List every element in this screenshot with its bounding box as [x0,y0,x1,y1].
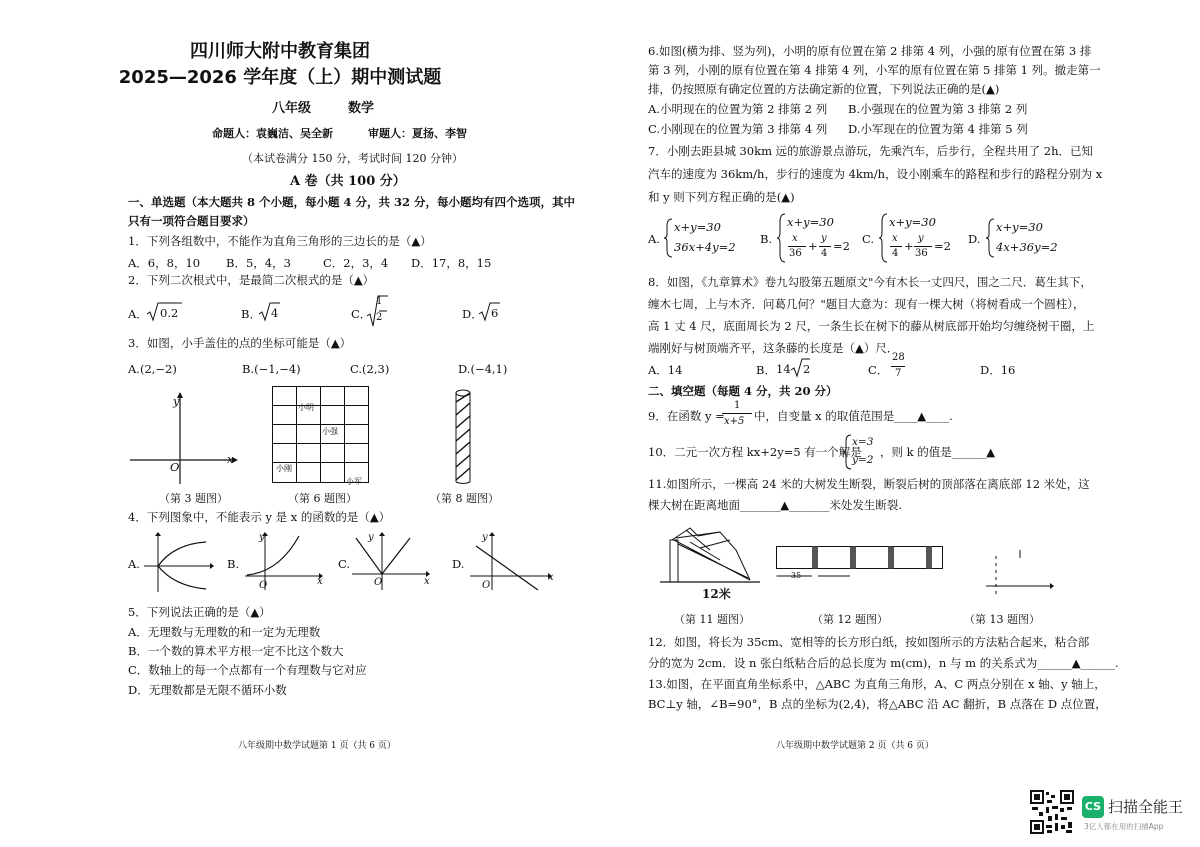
q6-option-c: C.小刚现在的位置为第 3 排第 4 列 [648,122,828,136]
q7-b-frac2-den: 4 [821,248,828,259]
q4-c-origin: O [374,577,383,588]
q6-option-a: A.小明现在的位置为第 2 排第 2 列 [648,102,828,116]
q7-a-eq1: x+y=30 [674,220,721,234]
q4-d-y-label: y [482,532,488,543]
fig8-caption: （第 8 题图） [430,492,499,505]
fig12-glued-strips [776,544,944,584]
fig3-x-label: x [227,452,234,466]
q7-option-a-label: A. [648,232,660,246]
q8-option-c-num: 28 [892,352,905,363]
fig6-xiaogang: 小刚 [276,464,292,473]
q4-d-origin: O [482,580,491,591]
q7-c-plus: + [904,239,914,253]
q4-c-x-label: x [424,576,430,587]
q9-frac-num: 1 [734,400,741,411]
q7-b-frac2-num: y [821,233,827,244]
scanner-watermark [1030,790,1190,840]
q7-c-frac2-den: 36 [915,248,928,259]
scanner-app-name: 扫描全能王 [1108,798,1184,816]
q5-option-b: B．一个数的算术平方根一定不比这个数大 [128,644,344,658]
q1-stem: 1．下列各组数中，不能作为直角三角形的三边长的是（▲） [128,234,432,248]
q4-option-b-label: B. [227,557,240,571]
subject-label: 数学 [348,101,375,116]
q12-line1: 12．如图，将长为 35cm、宽相等的长方形白纸，按如图所示的方法粘合起来，粘合部 [648,635,1090,649]
fig6-caption: （第 6 题图） [288,492,357,505]
q2-radical-d-sign [478,301,502,323]
reviewers: 审题人：夏扬、李智 [368,127,467,140]
q7-b-frac1-num: x [792,233,798,244]
q4-b-origin: O [259,580,268,591]
q7-c-eq2: =2 [934,239,951,253]
q7-b-brace [777,213,787,263]
q5-option-c: C．数轴上的每一个点都有一个有理数与它对应 [128,663,367,677]
q8-line2: 缠木七周，上与木齐．问葛几何？"题目大意为：现有一棵大树（将树看成一个圆柱）， [648,297,1085,311]
fig3-caption: （第 3 题图） [159,492,228,505]
q5-option-d: D．无理数都是无限不循环小数 [128,683,287,697]
q1-option-d: D．17，8，15 [411,256,492,270]
fig13-coordinate-axes [976,548,1056,594]
q8-line3: 高 1 丈 4 尺，底面周长为 2 尺，一条生长在树下的藤从树底部开始均匀缠绕树干圈，上 [648,319,1095,333]
q4-graph-a [144,532,214,592]
q7-option-c-label: C. [862,232,875,246]
q7-b-eq2: =2 [833,239,850,253]
q2-option-a-label: A． [128,307,148,321]
page1-footer: 八年级期中数学试题第 1 页（共 6 页） [238,741,396,751]
q7-d-eq2: 4x+36y=2 [996,240,1058,254]
q9-frac-den: x+5 [724,416,745,427]
q8-line4: 端刚好与树顶端齐平，这条藤的长度是（▲）尺． [648,341,899,355]
q5-option-a: A．无理数与无理数的和一定为无理数 [128,625,321,639]
fig11-broken-tree [660,520,760,586]
q6-line1: 6.如图(横为排、竖为列)，小明的原有位置在第 2 排第 4 列，小强的原有位置在第 3 排 [648,44,1092,58]
q4-option-c-label: C. [338,557,351,571]
q13-line2: BC⊥y 轴，∠B=90°，B 点的坐标为(2,4)，将△ABC 沿 AC 翻折，B 点落在 D 点位置， [648,697,1107,711]
q3-option-a: A.(2,−2) [128,362,177,376]
fig6-xiaoqiang: 小强 [322,427,338,436]
q2-option-d-label: D． [462,307,483,321]
exam-page-1 [0,0,576,800]
q3-stem: 3．如图，小手盖住的点的坐标可能是（▲） [128,336,352,350]
q2-option-b-label: B． [241,307,261,321]
q8-option-d: D．16 [980,363,1016,377]
fig6-xiaojun: 小军 [346,477,362,486]
setters: 命题人：袁巍洁、吴全新 [212,127,333,140]
exam-note: （本试卷满分 150 分，考试时间 120 分钟） [242,152,463,165]
q7-line3: 和 y 则下列方程正确的是(▲) [648,190,795,204]
q6-option-b: B.小强现在的位置为第 3 排第 2 列 [848,102,1028,116]
q10-post: ，则 k 的值是______▲ [880,445,996,459]
q3-option-d: D.(−4,1) [458,362,508,376]
fig3-y-label: y [173,394,180,408]
fig13-caption: （第 13 题图） [964,613,1040,626]
q1-option-a: A．6，8，10 [128,256,201,270]
q7-c-frac1-num: x [892,233,898,244]
exam-page-2 [636,0,1176,800]
q7-b-frac1-den: 36 [789,248,802,259]
part1-instruction-line2: 只有一项符合题目要求） [128,214,255,228]
q8-option-a: A．14 [648,363,683,377]
q8-option-b-label: B． [756,363,776,377]
q9-post: 中，自变量 x 的取值范围是____▲____. [754,409,953,423]
q2-option-c-denominator: 2 [376,312,383,323]
q10-pre: 10．二元一次方程 kx+2y=5 有一个解是 [648,445,862,459]
scanner-tagline: 3亿人都在用的扫描App [1084,822,1164,831]
q7-a-eq2: 36x+4y=2 [674,240,736,254]
q2-option-c-label: C． [351,307,372,321]
fig8-tree-cylinder [454,388,474,488]
fig11-caption: （第 11 题图） [674,613,750,626]
q2-option-b-value: 4 [271,306,279,320]
q4-b-y-label: y [259,532,265,543]
exam-title: 2025—2026 学年度（上）期中测试题 [118,67,442,88]
q7-a-brace [664,218,674,258]
q11-line2: 棵大树在距离地面_______▲_______米处发生断裂. [648,498,902,512]
fig6-xiaoming: 小明 [298,403,314,412]
qr-code-icon [1030,790,1074,834]
q6-line2: 第 3 列，小刚的原有位置在第 4 排第 4 列，小军的原有位置在第 5 排第 1 列。撤走第一 [648,63,1101,77]
q6-line3: 排，仍按照原有确定位置的方法确定新的位置，下列说法正确的是(▲) [648,82,1000,96]
q10-sys-x: x=3 [852,436,874,448]
q4-graph-c [352,532,430,592]
q4-option-d-label: D. [452,557,465,571]
q2-option-a-value: 0.2 [160,306,179,320]
q2-option-d-value: 6 [491,306,499,320]
q8-option-c-den: 7 [895,368,902,379]
q4-c-y-label: y [368,532,374,543]
q8-line1: 8．如图，《九章算术》卷九勾股第五题原文"今有木长一丈四尺，围之二尺．葛生其下， [648,275,1092,289]
q7-c-frac2-num: y [918,233,924,244]
fig3-coordinate-axes [128,392,238,487]
q1-option-b: B．5，4，3 [226,256,291,270]
section-a-title: A 卷（共 100 分） [290,174,406,189]
q4-b-x-label: x [317,576,323,587]
camscanner-logo: CS [1082,796,1104,818]
q12-line2: 分的宽为 2cm．设 n 张白纸粘合后的总长度为 m(cm)，n 与 m 的关系式为______▲______. [648,656,1119,670]
q7-line2: 汽车的速度为 36km/h，步行的速度为 4km/h，设小刚乘车的路程和步行的路程分别为 x [648,167,1103,181]
q2-radical-b-sign [258,301,282,323]
q10-sys-y: y=2 [852,454,874,466]
q4-graph-b [245,532,323,592]
fig3-origin-label: O [170,460,180,474]
fig11-length-label: 12米 [702,587,731,601]
fig12-caption: （第 12 题图） [812,613,888,626]
q8-option-c-label: C． [868,363,889,377]
q3-option-b: B.(−1,−4) [242,362,301,376]
q13-line1: 13.如图，在平面直角坐标系中，△ABC 为直角三角形，A、C 两点分别在 x 轴、y 轴上， [648,677,1106,691]
school-name: 四川师大附中教育集团 [190,41,370,62]
q7-c-eq1: x+y=30 [889,215,936,229]
fig12-width-label: 35 [791,571,802,580]
q8-option-b-radicand: 2 [803,362,811,376]
q7-c-brace [879,213,889,263]
part1-instruction-line1: 一、单选题（本大题共 8 个小题，每小题 4 分，共 32 分，每小题均有四个选项，其中 [128,195,576,209]
q4-option-a-label: A. [128,557,140,571]
q7-option-b-label: B. [760,232,773,246]
q6-option-d: D.小军现在的位置为第 4 排第 5 列 [848,122,1028,136]
q4-stem: 4．下列图象中，不能表示 y 是 x 的函数的是（▲） [128,510,391,524]
q1-option-c: C．2，3，4 [323,256,389,270]
q9-pre: 9．在函数 y = [648,409,725,423]
q4-d-x-label: x [548,572,554,583]
q8-option-b-coef: 14 [776,362,791,376]
q5-stem: 5．下列说法正确的是（▲） [128,605,271,619]
q7-b-eq1: x+y=30 [787,215,834,229]
q7-option-d-label: D. [968,232,981,246]
q2-stem: 2．下列二次根式中，是最简二次根式的是（▲） [128,273,375,287]
q7-d-brace [986,218,996,258]
q7-c-frac1-den: 4 [892,248,899,259]
grade-label: 八年级 [272,101,312,116]
q3-option-c: C.(2,3) [350,362,390,376]
q7-d-eq1: x+y=30 [996,220,1043,234]
q7-line1: 7．小刚去距县城 30km 远的旅游景点游玩，先乘汽车，后步行，全程共用了 2h．已知 [648,144,1094,158]
page2-footer: 八年级期中数学试题第 2 页（共 6 页） [776,741,934,751]
part2-title: 二、填空题（每题 4 分，共 20 分） [648,384,838,398]
q7-b-plus: + [808,239,818,253]
q11-line1: 11.如图所示，一棵高 24 米的大树发生断裂，断裂后树的顶部落在离底部 12 米处，这 [648,477,1090,491]
q2-option-c-numerator: 1 [376,296,383,307]
